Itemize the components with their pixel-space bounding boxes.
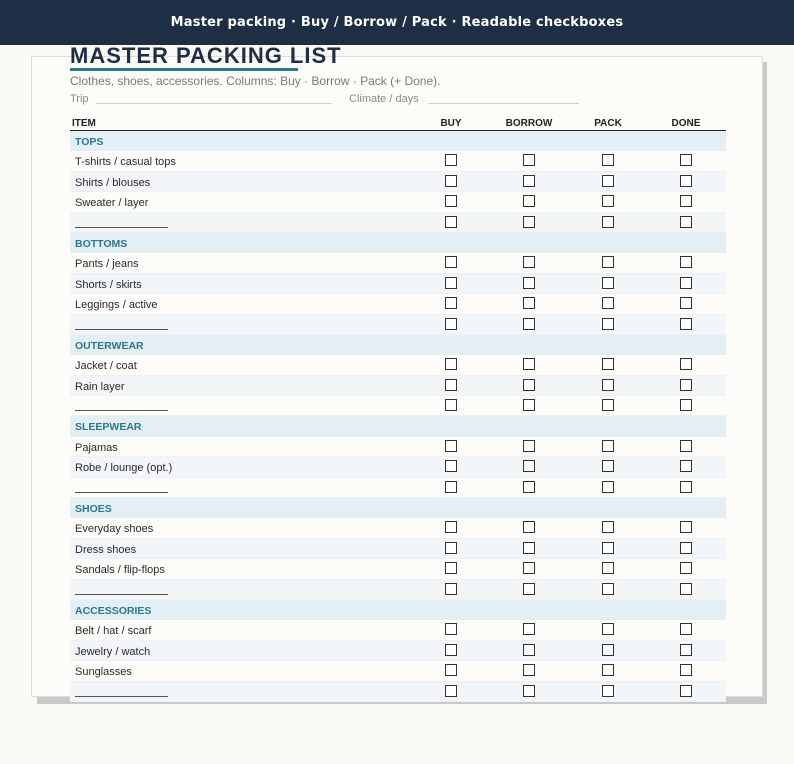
done-checkbox[interactable] (680, 195, 692, 207)
buy-checkbox[interactable] (445, 195, 457, 207)
blank-item-field[interactable] (75, 594, 168, 595)
done-checkbox[interactable] (680, 297, 692, 309)
pack-checkbox[interactable] (602, 358, 614, 370)
buy-checkbox[interactable] (445, 644, 457, 656)
done-checkbox[interactable] (680, 440, 692, 452)
section-row-tops (70, 131, 726, 151)
item-label: Everyday shoes (75, 523, 154, 536)
buy-checkbox[interactable] (445, 521, 457, 533)
borrow-checkbox[interactable] (523, 399, 535, 411)
done-checkbox[interactable] (680, 318, 692, 330)
title-underline (70, 68, 298, 71)
blank-item-field[interactable] (75, 696, 168, 697)
pack-checkbox[interactable] (602, 297, 614, 309)
climate-field[interactable] (428, 103, 579, 104)
borrow-checkbox[interactable] (523, 440, 535, 452)
blank-item-field[interactable] (75, 329, 168, 330)
table-row (70, 315, 726, 335)
section-row-bottoms (70, 233, 726, 253)
table-row (70, 539, 726, 559)
borrow-checkbox[interactable] (523, 358, 535, 370)
section-row-shoes (70, 498, 726, 518)
item-label: Dress shoes (75, 543, 137, 556)
borrow-checkbox[interactable] (523, 542, 535, 554)
buy-checkbox[interactable] (445, 379, 457, 391)
table-row (70, 437, 726, 457)
pack-checkbox[interactable] (602, 175, 614, 187)
pack-checkbox[interactable] (602, 542, 614, 554)
table-row (70, 355, 726, 375)
table-row (70, 151, 726, 171)
done-checkbox[interactable] (680, 623, 692, 635)
pack-checkbox[interactable] (602, 521, 614, 533)
borrow-checkbox[interactable] (523, 175, 535, 187)
pack-checkbox[interactable] (602, 154, 614, 166)
buy-checkbox[interactable] (445, 175, 457, 187)
sheet-title: MASTER PACKING LIST (70, 43, 342, 68)
borrow-checkbox[interactable] (523, 664, 535, 676)
done-checkbox[interactable] (680, 175, 692, 187)
table-row (70, 580, 726, 600)
item-label: Shorts / skirts (75, 278, 142, 291)
column-header-done: DONE (671, 118, 701, 129)
pack-checkbox[interactable] (602, 583, 614, 595)
item-label: Pajamas (75, 441, 118, 454)
item-label: Robe / lounge (opt.) (75, 462, 173, 475)
table-row (70, 253, 726, 273)
buy-checkbox[interactable] (445, 583, 457, 595)
done-checkbox[interactable] (680, 583, 692, 595)
column-header-pack: PACK (594, 118, 622, 129)
borrow-checkbox[interactable] (523, 277, 535, 289)
buy-checkbox[interactable] (445, 318, 457, 330)
pack-checkbox[interactable] (602, 481, 614, 493)
borrow-checkbox[interactable] (523, 379, 535, 391)
borrow-checkbox[interactable] (523, 583, 535, 595)
item-label: Sandals / flip-flops (75, 564, 165, 577)
buy-checkbox[interactable] (445, 277, 457, 289)
pack-checkbox[interactable] (602, 379, 614, 391)
buy-checkbox[interactable] (445, 358, 457, 370)
borrow-checkbox[interactable] (523, 195, 535, 207)
done-checkbox[interactable] (680, 481, 692, 493)
done-checkbox[interactable] (680, 358, 692, 370)
table-row (70, 192, 726, 212)
pack-checkbox[interactable] (602, 318, 614, 330)
top-bar-title: Master packing · Buy / Borrow / Pack · Readable checkboxes (170, 15, 624, 30)
done-checkbox[interactable] (680, 521, 692, 533)
section-label: SLEEPWEAR (75, 421, 142, 434)
item-label: Sweater / layer (75, 197, 149, 210)
buy-checkbox[interactable] (445, 154, 457, 166)
borrow-checkbox[interactable] (523, 623, 535, 635)
table-header (70, 118, 726, 131)
item-label: Jewelry / watch (75, 645, 151, 658)
borrow-checkbox[interactable] (523, 297, 535, 309)
pack-checkbox[interactable] (602, 562, 614, 574)
done-checkbox[interactable] (680, 685, 692, 697)
trip-field[interactable] (96, 103, 332, 104)
table-row (70, 518, 726, 538)
section-label: OUTERWEAR (75, 339, 144, 352)
buy-checkbox[interactable] (445, 685, 457, 697)
blank-item-field[interactable] (75, 410, 168, 411)
table-row (70, 172, 726, 192)
blank-item-field[interactable] (75, 227, 168, 228)
item-label: Belt / hat / scarf (75, 625, 152, 638)
table-row (70, 213, 726, 233)
done-checkbox[interactable] (680, 542, 692, 554)
borrow-checkbox[interactable] (523, 521, 535, 533)
pack-checkbox[interactable] (602, 195, 614, 207)
climate-label: Climate / days (349, 93, 419, 105)
pack-checkbox[interactable] (602, 216, 614, 228)
done-checkbox[interactable] (680, 664, 692, 676)
section-row-accessories (70, 600, 726, 620)
borrow-checkbox[interactable] (523, 154, 535, 166)
pack-checkbox[interactable] (602, 664, 614, 676)
done-checkbox[interactable] (680, 256, 692, 268)
column-header-buy: BUY (440, 118, 462, 129)
done-checkbox[interactable] (680, 399, 692, 411)
borrow-checkbox[interactable] (523, 256, 535, 268)
pack-checkbox[interactable] (602, 256, 614, 268)
section-row-outerwear (70, 335, 726, 355)
table-row (70, 478, 726, 498)
table-row (70, 620, 726, 640)
table-row (70, 457, 726, 477)
section-label: BOTTOMS (75, 237, 128, 250)
borrow-checkbox[interactable] (523, 644, 535, 656)
table-row (70, 294, 726, 314)
borrow-checkbox[interactable] (523, 481, 535, 493)
item-label: Leggings / active (75, 299, 158, 312)
pack-checkbox[interactable] (602, 399, 614, 411)
pack-checkbox[interactable] (602, 644, 614, 656)
section-label: TOPS (75, 136, 104, 148)
blank-item-field[interactable] (75, 492, 168, 493)
borrow-checkbox[interactable] (523, 685, 535, 697)
item-label: T-shirts / casual tops (75, 156, 176, 169)
top-bar (0, 0, 794, 45)
borrow-checkbox[interactable] (523, 318, 535, 330)
item-label: Jacket / coat (75, 360, 137, 373)
pack-checkbox[interactable] (602, 277, 614, 289)
table-row (70, 274, 726, 294)
section-label: ACCESSORIES (75, 604, 152, 617)
item-label: Pants / jeans (75, 258, 139, 271)
item-label: Shirts / blouses (75, 176, 151, 189)
done-checkbox[interactable] (680, 379, 692, 391)
packing-table (70, 118, 726, 702)
item-label: Sunglasses (75, 666, 132, 679)
table-row (70, 559, 726, 579)
buy-checkbox[interactable] (445, 399, 457, 411)
borrow-checkbox[interactable] (523, 562, 535, 574)
section-row-sleepwear (70, 416, 726, 436)
buy-checkbox[interactable] (445, 256, 457, 268)
item-column-header: ITEM (72, 118, 96, 129)
done-checkbox[interactable] (680, 644, 692, 656)
item-label: Rain layer (75, 380, 125, 393)
sheet-subtitle: Clothes, shoes, accessories. Columns: Buy · Borrow · Pack (+ Done). (70, 74, 441, 88)
column-header-borrow: BORROW (505, 118, 553, 129)
pack-checkbox[interactable] (602, 440, 614, 452)
table-row (70, 376, 726, 396)
buy-checkbox[interactable] (445, 481, 457, 493)
trip-label: Trip (70, 93, 89, 105)
buy-checkbox[interactable] (445, 216, 457, 228)
buy-checkbox[interactable] (445, 542, 457, 554)
buy-checkbox[interactable] (445, 664, 457, 676)
done-checkbox[interactable] (680, 154, 692, 166)
table-body (70, 131, 726, 702)
done-checkbox[interactable] (680, 216, 692, 228)
done-checkbox[interactable] (680, 277, 692, 289)
pack-checkbox[interactable] (602, 623, 614, 635)
buy-checkbox[interactable] (445, 460, 457, 472)
buy-checkbox[interactable] (445, 297, 457, 309)
borrow-checkbox[interactable] (523, 460, 535, 472)
table-row (70, 396, 726, 416)
buy-checkbox[interactable] (445, 440, 457, 452)
table-row (70, 661, 726, 681)
buy-checkbox[interactable] (445, 562, 457, 574)
table-row (70, 641, 726, 661)
pack-checkbox[interactable] (602, 460, 614, 472)
pack-checkbox[interactable] (602, 685, 614, 697)
packing-sheet (31, 43, 763, 697)
done-checkbox[interactable] (680, 562, 692, 574)
buy-checkbox[interactable] (445, 623, 457, 635)
section-label: SHOES (75, 503, 112, 516)
table-row (70, 682, 726, 702)
borrow-checkbox[interactable] (523, 216, 535, 228)
done-checkbox[interactable] (680, 460, 692, 472)
